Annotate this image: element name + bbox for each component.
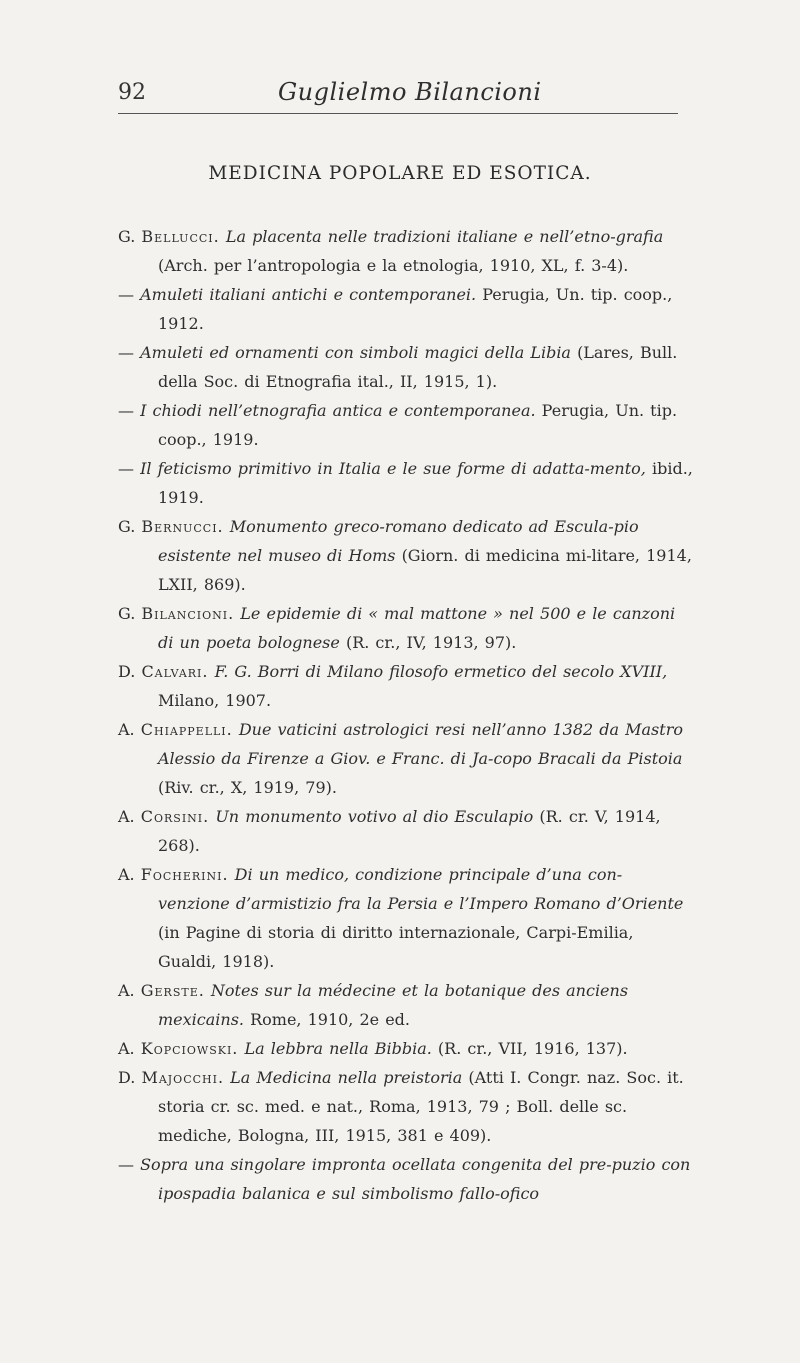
- entry-title: Notes sur la médecine et la botanique des anciens mexicains.: [158, 981, 629, 1029]
- entry-bib: ibid., 1919.: [158, 459, 693, 507]
- entry-bib: (Arch. per l’antropologia e la etnologia, 1910, XL, f. 3-4).: [158, 256, 629, 275]
- section-title: MEDICINA POPOLARE ED ESOTICA.: [208, 163, 592, 184]
- entry-author: Bilancioni.: [141, 604, 235, 623]
- entry-initial: —: [118, 1155, 134, 1174]
- entry-author: Kopciowski.: [140, 1039, 239, 1058]
- entry-bib: Milano, 1907.: [158, 691, 272, 710]
- bibliography-entry: [118, 860, 693, 976]
- entry-title: La Medicina nella preistoria: [230, 1068, 463, 1087]
- bibliography-entry: [118, 280, 693, 338]
- entry-bib: (in Pagine di storia di diritto internazionale, Carpi-Emilia, Gualdi, 1918).: [158, 923, 634, 971]
- entry-bib: (Atti I. Congr. naz. Soc. it. storia cr. sc. med. e nat., Roma, 1913, 79 ; Boll. delle sc. mediche, Bologna, III, 1915, 381 e 409).: [158, 1068, 684, 1145]
- entry-bib: Perugia, Un. tip. coop., 1912.: [158, 285, 673, 333]
- entry-author: Bernucci.: [141, 517, 224, 536]
- entry-bib: (R. cr., IV, 1913, 97).: [345, 633, 517, 652]
- entry-title: Un monumento votivo al dio Esculapio: [215, 807, 534, 826]
- entry-bib: Rome, 1910, 2e ed.: [250, 1010, 411, 1029]
- entry-initial: A.: [118, 865, 135, 884]
- entry-title: Due vaticini astrologici resi nell’anno 1382 da Mastro Alessio da Firenze a Giov. e Franc. di Ja-copo Bracali da Pistoia: [158, 720, 683, 768]
- bibliography-entry: [118, 1150, 693, 1208]
- entry-author: Chiappelli.: [140, 720, 233, 739]
- entry-bib: (Riv. cr., X, 1919, 79).: [158, 778, 337, 797]
- entry-title: La placenta nelle tradizioni italiane e nell’etno-grafia: [225, 227, 664, 246]
- bibliography-entry: [118, 976, 693, 1034]
- entry-title: F. G. Borri di Milano filosofo ermetico del secolo XVIII,: [214, 662, 668, 681]
- entry-title: Di un medico, condizione principale d’una con-venzione d’armistizio fra la Persia e l’Impero Romano d’Oriente: [158, 865, 684, 913]
- entry-bib: (Giorn. di medicina mi-litare, 1914, LXII, 869).: [158, 546, 692, 594]
- bibliography-entry: [118, 657, 693, 715]
- bibliography-entry: [118, 454, 693, 512]
- entry-initial: A.: [118, 807, 135, 826]
- entry-initial: —: [118, 343, 134, 362]
- entry-initial: G.: [118, 517, 136, 536]
- page-header: [118, 76, 678, 112]
- bibliography-entry: [118, 338, 693, 396]
- entry-author: Majocchi.: [141, 1068, 225, 1087]
- entry-initial: A.: [118, 981, 135, 1000]
- entry-initial: A.: [118, 720, 135, 739]
- entry-title: Il feticismo primitivo in Italia e le sue forme di adatta-mento,: [140, 459, 646, 478]
- entry-initial: —: [118, 285, 134, 304]
- entry-author: Calvari.: [141, 662, 209, 681]
- entry-initial: G.: [118, 604, 136, 623]
- entry-author: Corsini.: [140, 807, 210, 826]
- bibliography-entry: [118, 715, 693, 802]
- entry-title: Amuleti italiani antichi e contemporanei.: [140, 285, 477, 304]
- entry-title: Le epidemie di « mal mattone » nel 500 e le canzoni di un poeta bolognese: [158, 604, 676, 652]
- bibliography-entry: [118, 396, 693, 454]
- entry-title: Amuleti ed ornamenti con simboli magici della Libia: [140, 343, 571, 362]
- bibliography-entry: [118, 512, 693, 599]
- entry-author: Bellucci.: [141, 227, 220, 246]
- bibliography-entry: [118, 599, 693, 657]
- bibliography-list: [118, 222, 693, 1208]
- bibliography-entry: [118, 802, 693, 860]
- page-number: 92: [118, 80, 146, 105]
- entry-initial: —: [118, 459, 134, 478]
- bibliography-entry: [118, 222, 693, 280]
- bibliography-entry: [118, 1034, 693, 1063]
- entry-author: Gerste.: [140, 981, 205, 1000]
- entry-bib: (R. cr., VII, 1916, 137).: [437, 1039, 628, 1058]
- entry-bib: (Lares, Bull. della Soc. di Etnografia ital., II, 1915, 1).: [158, 343, 678, 391]
- entry-initial: D.: [118, 662, 136, 681]
- entry-title: La lebbra nella Bibbia.: [244, 1039, 432, 1058]
- entry-title: Sopra una singolare impronta ocellata congenita del pre-puzio con ipospadia balanica e sul simbolismo fallo-ofico: [140, 1155, 691, 1203]
- entry-initial: —: [118, 401, 134, 420]
- entry-bib: (R. cr. V, 1914, 268).: [158, 807, 661, 855]
- header-rule: [118, 113, 678, 114]
- bibliography-entry: [118, 1063, 693, 1150]
- entry-title: I chiodi nell’etnografia antica e contemporanea.: [140, 401, 536, 420]
- running-title: Guglielmo Bilancioni: [278, 78, 542, 106]
- entry-bib: Perugia, Un. tip. coop., 1919.: [158, 401, 678, 449]
- entry-initial: A.: [118, 1039, 135, 1058]
- entry-initial: D.: [118, 1068, 136, 1087]
- entry-initial: G.: [118, 227, 136, 246]
- entry-author: Focherini.: [140, 865, 229, 884]
- entry-title: Monumento greco-romano dedicato ad Escula-pio esistente nel museo di Homs: [158, 517, 639, 565]
